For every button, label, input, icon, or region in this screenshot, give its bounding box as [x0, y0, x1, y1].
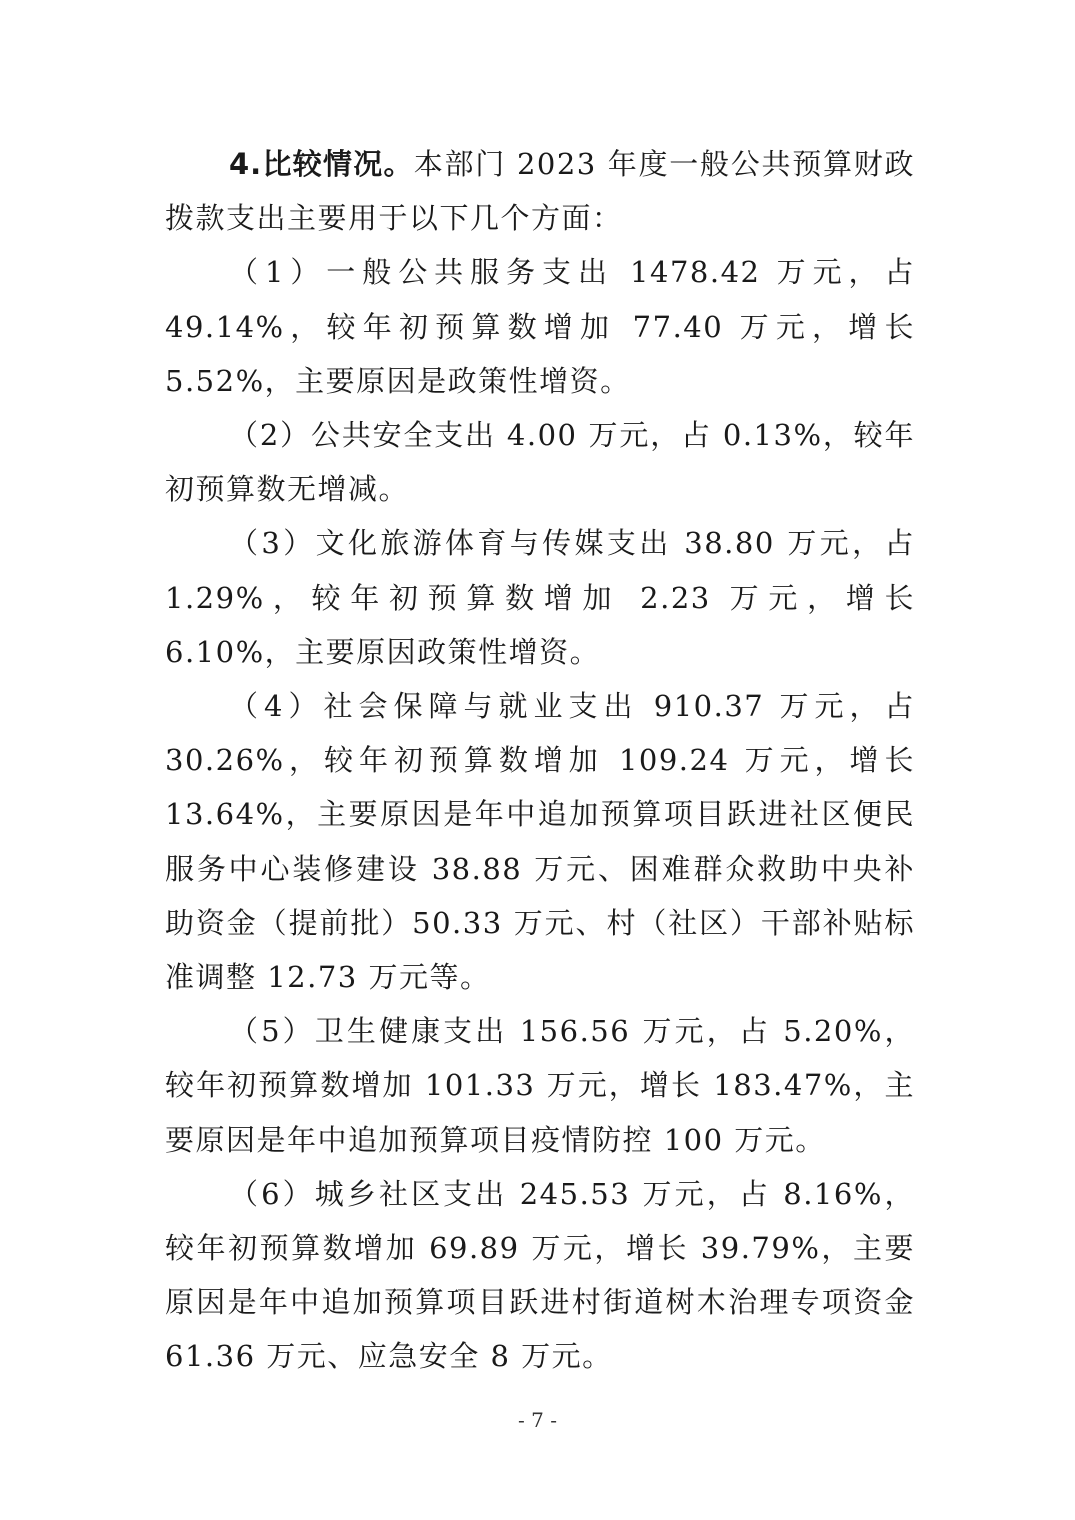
intro-text: 本部门 2023 年度一般公共预算财政拨款支出主要用于以下几个方面：	[165, 147, 915, 236]
paragraph-health: （5）卫生健康支出 156.56 万元，占 5.20%，较年初预算数增加 101.33 万元，增长 183.47%，主要原因是年中追加预算项目疫情防控 100 万元。	[165, 1014, 915, 1157]
paragraph-culture-tourism-sports-media: （3）文化旅游体育与传媒支出 38.80 万元，占 1.29%，较年初预算数增加 2.23 万元，增长 6.10%，主要原因政策性增资。	[165, 526, 915, 669]
section-heading: 4.比较情况。	[229, 147, 414, 181]
paragraph-urban-rural-community: （6）城乡社区支出 245.53 万元，占 8.16%，较年初预算数增加 69.89 万元，增长 39.79%，主要原因是年中追加预算项目跃进村街道树木治理专项资金 61.36 万元、应急安全 8 万元。	[165, 1176, 915, 1374]
page-number: - 7 -	[518, 1408, 557, 1432]
paragraph-public-security: （2）公共安全支出 4.00 万元，占 0.13%，较年初预算数无增减。	[165, 418, 915, 507]
paragraph-comparison-intro	[165, 137, 915, 245]
document-body	[165, 137, 915, 1384]
paragraph-general-public-services: （1）一般公共服务支出 1478.42 万元，占 49.14%，较年初预算数增加 77.40 万元，增长 5.52%，主要原因是政策性增资。	[165, 255, 915, 398]
paragraph-social-security-employment: （4）社会保障与就业支出 910.37 万元，占 30.26%，较年初预算数增加 109.24 万元，增长 13.64%，主要原因是年中追加预算项目跃进社区便民服务中心装修建设 38.88 万元、困难群众救助中央补助资金（提前批）50.33 万元、村（社区）干部补贴标准调整 12.73 万元等。	[165, 689, 915, 995]
